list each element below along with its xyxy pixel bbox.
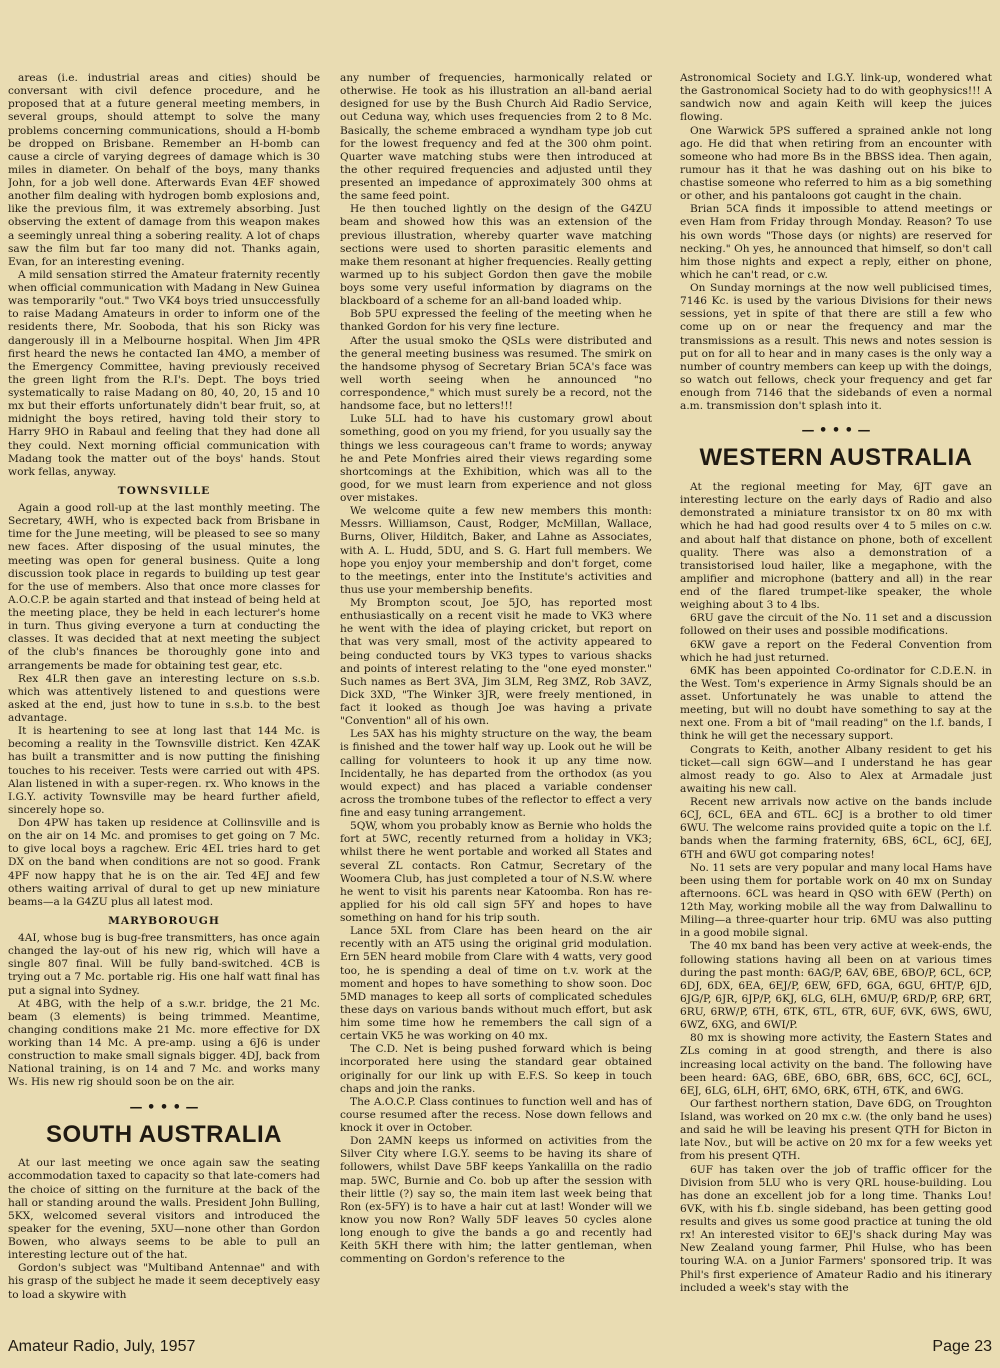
paragraph: 6RU gave the circuit of the No. 11 set and a discussion followed on their uses and possible modifications. [680, 612, 992, 638]
paragraph: 5QW, whom you probably know as Bernie who holds the fort at 5WC, recently returned from a holiday in VK3; whilst there he went portable and worked all States and several ZL contacts. Ron Catmur, Secretary of the Woomera Club, has just completed a tour of N.S.W. where he went to visit his parents near Katoomba. Ron has re-applied for his old call sign 5FY and hopes to have something on hand for his trip south. [340, 820, 652, 924]
paragraph: Our farthest northern station, Dave 6DG, on Troughton Island, was worked on 20 mx c.w. (the only band he uses) and said he will be leaving his present QTH for Bicton in late Nov., but will be active on 20 mx for a few weeks yet from his present QTH. [680, 1097, 992, 1163]
paragraph: 4AI, whose bug is bug-free transmitters, has once again changed the lay-out of his new rig, which will have a single 807 final. Will be fully band-switched. 4CB is trying out a 7 Mc. portable rig. His one half watt final has put a signal into Sydney. [8, 932, 320, 997]
section-heading-maryborough: MARYBOROUGH [108, 914, 220, 927]
section-heading-townsville: TOWNSVILLE [117, 484, 211, 497]
paragraph: The C.D. Net is being pushed forward which is being incorporated here using the standard gear obtained originally for our link up with E.F.S. So keep in touch chaps and join the ranks. [340, 1043, 652, 1095]
paragraph: One Warwick 5PS suffered a sprained ankle not long ago. He did that when retiring from an encounter with someone who had more Bs in the BBSS idea. Then again, rumour has it that he was dashing out on his bike to chastise someone who referred to him as a big something or other, and his pantaloons got caught in the chain. [680, 124, 992, 203]
paragraph: Again a good roll-up at the last monthly meeting. The Secretary, 4WH, who is expected back from Brisbane in time for the June meeting, will be pleased to see so many new faces. After disposing of the usual minutes, the meeting was open for general business. Quite a long discussion took place in regards to building up test gear for the use of members. Also that once more classes for A.O.C.P. be again started and that instead of being held at the meeting place, they be held in each lecturer's home in turn. Thus giving everyone a turn at conducting the classes. It was decided that at next meeting the subject of the club's finances be thoroughly gone into and arrangements be made for obtaining test gear, etc. [8, 502, 320, 672]
paragraph: 6KW gave a report on the Federal Convention from which he had just returned. [680, 638, 992, 664]
paragraph: Rex 4LR then gave an interesting lecture on s.s.b. which was attentively listened to and questions were asked at the end, just how to tune in s.s.b. to the best advantage. [8, 672, 320, 724]
paragraph: The 40 mx band has been very active at week-ends, the following stations having all been on at various times during the past month: 6AG/P, 6AV, 6BE, 6BO/P, 6CL, 6CP, 6DJ, 6DX, 6EA, 6EJ/P, 6EW, 6FD, 6GA, 6GU, 6HT/P, 6JD, 6JG/P, 6JR, 6JP/P, 6KJ, 6LG, 6LH, 6MU/P, 6RD/P, 6RP, 6RT, 6RU, 6RW/P, 6TH, 6TK, 6TL, 6TR, 6UF, 6VK, 6WS, 6WU, 6WZ, 6XG, and 6WI/P. [680, 940, 992, 1032]
paragraph: On Sunday mornings at the now well publicised times, 7146 Kc. is used by the various Divisions for their news sessions, yet in spite of that there are still a few who come up on or near the frequency and mar the transmissions as a result. This news and notes session is put on for all to hear and in many cases is the only way a number of country members can keep up with the doings, so watch out fellows, check your frequency and get far enough from 7146 that the sidebands of even a normal a.m. transmission don't splash into it. [680, 282, 992, 413]
column-left [8, 72, 320, 1332]
section-title-western-australia: WESTERN AUSTRALIA [699, 444, 973, 472]
paragraph: 80 mx is showing more activity, the Eastern States and ZLs coming in at good strength, and there is also increasing local activity on the band. The following have been heard: 6AG, 6BE, 6BO, 6BR, 6BS, 6CC, 6CJ, 6CL, 6EJ, 6LG, 6LH, 6HT, 6MO, 6RK, 6TH, 6TK, and 6WG. [680, 1032, 992, 1097]
paragraph: Astronomical Society and I.G.Y. link-up, wondered what the Gastronomical Society had to do with geophysics!!! A sandwich now and again Keith will keep the juices flowing. [680, 72, 992, 124]
paragraph: Lance 5XL from Clare has been heard on the air recently with an AT5 using the original grid modulation. Ern 5EN heard mobile from Clare with 4 watts, very good too, he is spending a deal of time on t.v. work at the moment and hopes to have something to show soon. Doc 5MD manages to keep all sorts of complicated schedules these days on various bands without much effort, but ask him some time how he remembers the call sign of a certain VK5 he was working on 40 mx. [340, 925, 652, 1043]
paragraph: Brian 5CA finds it impossible to attend meetings or even Ham from Friday through Monday. Reason? To use his own words "Those days (or nights) are reserved for necking." Oh yes, he announced that himself, so don't call him those nights and expect a reply, either on phone, which he can't read, or c.w. [680, 203, 992, 281]
paragraph: Les 5AX has his mighty structure on the way, the beam is finished and the tower half way up. Look out he will be calling for volunteers to hook it up any time now. Incidentally, he has departed from the orthodox (as you would expect) and has placed a variable condenser across the trombone tubes of the reflector to effect a very fine and easy tuning arrangement. [340, 728, 652, 819]
publication-info: Amateur Radio, July, 1957 [8, 1338, 196, 1355]
paragraph: Don 4PW has taken up residence at Collinsville and is on the air on 14 Mc. and promises to get going on 7 Mc. to give local boys a ragchew. Eric 4EL tries hard to get DX on the band when conditions are not so good. Frank 4PF now happy that he is on the air. Ted 4EJ and few others waiting arrival of dural to get up new miniature beams—a la G4ZU plus all latest mod. [8, 817, 320, 908]
column-middle [340, 72, 652, 1332]
paragraph: We welcome quite a few new members this month: Messrs. Williamson, Caust, Rodger, McMillan, Wallace, Burns, Oliver, Hilditch, Baker, and Lahne as Associates, with A. L. Hudd, 5DU, and S. G. Hart full members. We hope you enjoy your membership and don't forget, come to the meetings, enter into the Institute's activities and thus use your membership benefits. [340, 505, 652, 596]
paragraph: Bob 5PU expressed the feeling of the meeting when he thanked Gordon for his very fine lecture. [340, 308, 652, 334]
paragraph: Luke 5LL had to have his customary growl about something, good on you my friend, for you usually say the things we less courageous can't frame to words; anyway he and Pete Monfries aired their views regarding some shortcomings at the Exhibition, which was all to the good, for we must learn from experience and not gloss over mistakes. [340, 413, 652, 504]
paragraph: He then touched lightly on the design of the G4ZU beam and showed how this was an extension of the previous illustration, whereby quarter wave matching sections were used to shorten parasitic elements and make them resonant at higher frequencies. Really getting warmed up to his subject Gordon then gave the mobile boys some very useful information by diagrams on the blackboard of a scheme for an all-band loaded whip. [340, 203, 652, 308]
paragraph: Don 2AMN keeps us informed on activities from the Silver City where I.G.Y. seems to be having its share of followers, whilst Dave 5BF keeps Yankalilla on the radio map. 5WC, Burnie and Co. bob up after the session with their little (?) say so, the main item last week being that Ron (ex-5FY) is to have a hair cut at last! Wonder will we know you now Ron? Wally 5DF leaves 50 cycles alone long enough to give the bands a go and recently had Keith 5KH there with him; the latter gentleman, when commenting on Gordon's reference to the [340, 1135, 652, 1266]
section-divider: — • • • — [129, 1099, 199, 1115]
paragraph: My Brompton scout, Joe 5JO, has reported most enthusiastically on a recent visit he made to VK3 where he went with the idea of playing cricket, but report on that was very small, most of the activity appeared to being conducted tours by VK3 types to various shacks and points of interest relating to the "one eyed monster." Such names as Bert 3VA, Jim 3LM, Reg 3MZ, Rob 3AVZ, Dick 3XD, "The Winker 3JR, were freely mentioned, in fact it looked as though Joe was having a private "Convention" all of his own. [340, 597, 652, 728]
paragraph: 6MK has been appointed Co-ordinator for C.D.E.N. in the West. Tom's experience in Army Signals should be an asset. Unfortunately he was unable to attend the meeting, but will no doubt have something to say at the next one. From a bit of "mail reading" on the l.f. bands, I think he will get the necessary support. [680, 664, 992, 743]
section-divider: — • • • — [801, 423, 871, 439]
paragraph: 6UF has taken over the job of traffic officer for the Division from 5LU who is very QRL house-building. Lou has done an excellent job for a long time. Thanks Lou! 6VK, with his f.b. single sideband, has been getting good results and gives us some good practice at tuning the old rx! An interested visitor to 6EJ's shack during May was New Zealand young farmer, Phil Hulse, who has been touring W.A. on a Junior Farmers' sponsored trip. It was Phil's first experience of Amateur Radio and his itinerary included a week's stay with the [680, 1163, 992, 1294]
paragraph: Congrats to Keith, another Albany resident to get his ticket—call sign 6GW—and I understand he has gear almost ready to go. Also to Alex at Armadale just awaiting his new call. [680, 743, 992, 795]
section-title-south-australia: SOUTH AUSTRALIA [46, 1120, 282, 1148]
paragraph: No. 11 sets are very popular and many local Hams have been using them for portable work on 40 mx on Sunday afternoons. 6CL was heard in QSO with 6EW (Perth) on 12th May, working mobile all the way from Dalwallinu to Miling—a three-quarter hour trip. 6MU was also putting in a good mobile signal. [680, 861, 992, 940]
paragraph: areas (i.e. industrial areas and cities) should be conversant with civil defence procedure, and he proposed that at a future general meeting members, in several groups, should attempt to solve the many problems concerning communications, should a H-bomb be dropped on Brisbane. Remember an H-bomb can cause a circle of varying degrees of damage which is 30 miles in diameter. On behalf of the boys, many thanks John, for a job well done. Afterwards Evan 4EF showed another film dealing with hydrogen bomb explosions and, like the previous film, it was extremely absorbing. Just observing the extent of damage from this weapon makes a seemingly unreal thing a sobering reality. A lot of chaps saw the film but far too many did not. Thanks again, Evan, for an interesting evening. [8, 72, 320, 268]
page-footer [8, 1338, 992, 1362]
paragraph: At the regional meeting for May, 6JT gave an interesting lecture on the early days of Radio and also demonstrated a miniature transistor tx on 80 mx with which he had had good results over 4 to 5 miles on c.w. and about half that distance on phone, both of excellent quality. There was also a demonstration of a transistorised loud hailer, like a megaphone, with the amplifier and microphone (battery and all) in the rear end of the flared trumpet-like speaker, the whole weighing about 3 to 4 lbs. [680, 481, 992, 612]
paragraph: At 4BG, with the help of a s.w.r. bridge, the 21 Mc. beam (3 elements) is being trimmed. Meantime, changing conditions make 21 Mc. more effective for DX working than 14 Mc. A pre-amp. using a 6J6 is under construction to make small signals bigger. 4DJ, back from National training, is on 14 and 7 Mc. and works many Ws. His new rig should soon be on the air. [8, 997, 320, 1089]
paragraph: Recent new arrivals now active on the bands include 6CJ, 6CL, 6EA and 6TL. 6CJ is a brother to old timer 6WU. The welcome rains provided quite a topic on the l.f. bands when the farming fraternity, 6BS, 6CL, 6CJ, 6EJ, 6TH and 6WU got comparing notes! [680, 796, 992, 861]
paragraph: A mild sensation stirred the Amateur fraternity recently when official communication with Madang in New Guinea was temporarily "out." Two VK4 boys tried unsuccessfully to raise Madang Amateurs in order to inform one of the residents there, Mr. Sooboda, that his son Ricky was dangerously ill in a Melbourne hospital. When Jim 4PR first heard the news he contacted Ian 4MO, a member of the Emergency Committee, having previously received the green light from the R.I's. Dept. The boys tried systematically to raise Madang on 80, 40, 20, 15 and 10 mx but their efforts unfortunately didn't bear fruit, so, at midnight the boys retired, having told their story to Harry 9HO in Rabaul and feeling that they had done all they could. Next morning official communication with Madang took the matter out of the boys' hands. Stout work fellas, anyway. [8, 268, 320, 478]
paragraph: The A.O.C.P. Class continues to function well and has of course resumed after the recess. Nose down fellows and knock it over in October. [340, 1095, 652, 1134]
page-number: Page 23 [932, 1338, 992, 1355]
paragraph: At our last meeting we once again saw the seating accommodation taxed to capacity so that late-comers had the choice of sitting on the furniture at the back of the hall or standing around the walls. President John Bulling, 5KX, welcomed several visitors and introduced the speaker for the evening, 5XU—none other than Gordon Bowen, who always seems to be able to pull an interesting lecture out of the hat. [8, 1157, 320, 1262]
column-right [680, 72, 992, 1332]
paragraph: any number of frequencies, harmonically related or otherwise. He took as his illustration an all-band aerial designed for use by the Bush Church Aid Radio Service, out Ceduna way, which uses frequencies from 2 to 8 Mc. Basically, the scheme embraced a wyndham type job cut for the lowest frequency and fed at the 300 ohm point. Quarter wave matching stubs were then introduced at the other required frequencies and adjusted until they presented an impedance of approximately 300 ohms at the same feed point. [340, 72, 652, 203]
paragraph: Gordon's subject was "Multiband Antennae" and with his grasp of the subject he made it seem deceptively easy to load a skywire with [8, 1262, 320, 1301]
paragraph: It is heartening to see at long last that 144 Mc. is becoming a reality in the Townsville district. Ken 4ZAK has built a transmitter and is now putting the finishing touches to his receiver. Tests were carried out with 4PS. Alan listened in with a super-regen. rx. Who knows in the I.G.Y. activity Townsville may be heard further afield, sincerely hope so. [8, 725, 320, 816]
paragraph: After the usual smoko the QSLs were distributed and the general meeting business was resumed. The smirk on the handsome physog of Secretary Brian 5CA's face was well worth seeing when he announced "no correspondence," which must surely be a record, not the handsome face, but no letters!!! [340, 334, 652, 413]
